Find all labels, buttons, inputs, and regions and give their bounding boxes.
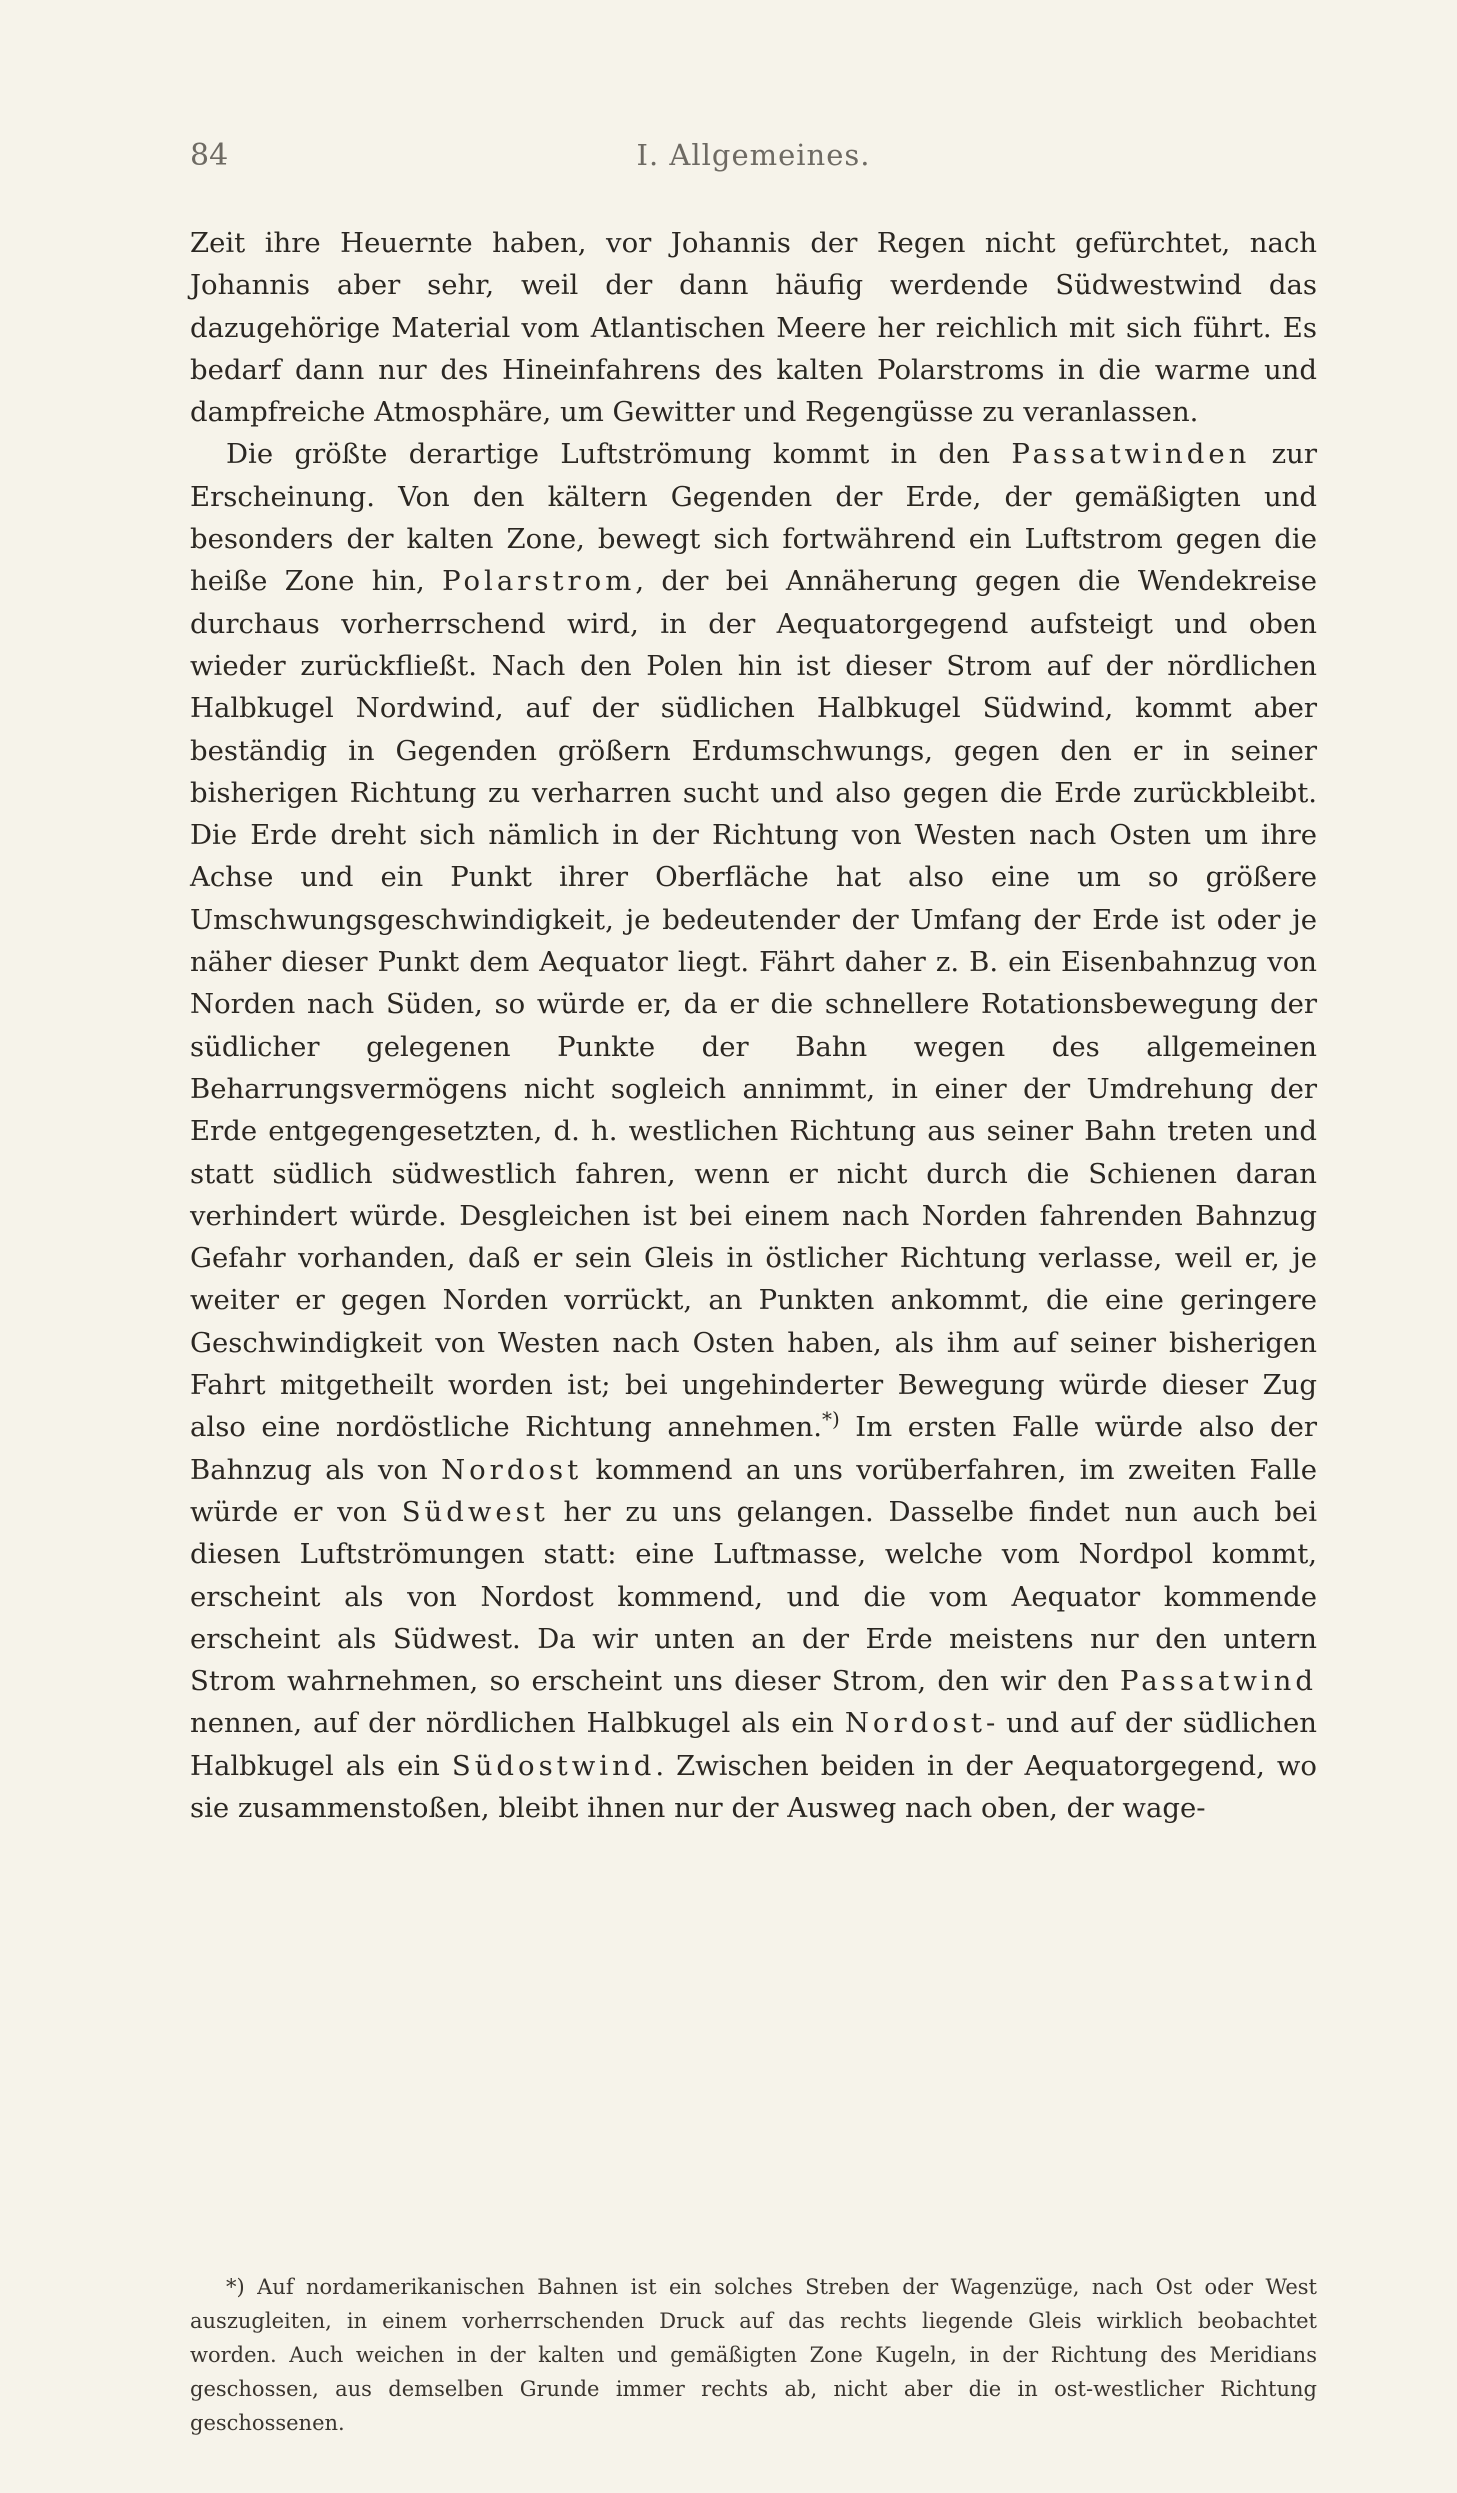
page-number: 84 bbox=[190, 138, 229, 173]
page-header bbox=[190, 138, 1317, 178]
emphasized-term: Polarstrom bbox=[442, 565, 636, 598]
body-text bbox=[190, 222, 1317, 1829]
emphasized-term: Nordost bbox=[844, 1707, 986, 1740]
emphasized-term: Passatwinden bbox=[1011, 438, 1251, 471]
footnote bbox=[190, 2270, 1317, 2440]
text-run: Die größte derartige Luftströmung kommt in den bbox=[226, 438, 1012, 471]
emphasized-term: Südostwind bbox=[451, 1749, 656, 1782]
text-run: . Zwischen beiden in der Aequatorgegend, wo sie zusammenstoßen, bleibt ihnen nur der Ausweg nach oben, der wage- bbox=[190, 1749, 1317, 1824]
text-run: - und auf der südlichen Halbkugel als ein bbox=[190, 1707, 1318, 1782]
emphasized-term: Passatwind bbox=[1120, 1665, 1317, 1698]
emphasized-term: Südwest bbox=[401, 1495, 549, 1528]
text-run: Zeit ihre Heuernte haben, vor Johannis der Regen nicht gefürchtet, nach Johannis aber sehr, weil der dann häufig werdende Südwestwind das dazugehörige Material vom Atlantischen Meere her reichlich mit sich führt. Es bedarf dann nur des Hineinfahrens des kalten Polarstroms in die warme und dampfreiche Atmosphäre, um Gewitter und Regengüsse zu veranlassen. bbox=[190, 227, 1317, 429]
text-run: kommend an uns vorüberfahren, im zweiten Falle würde er von bbox=[190, 1453, 1317, 1528]
paragraph bbox=[190, 433, 1317, 1829]
text-run: her zu uns gelangen. Dasselbe findet nun auch bei diesen Luftströmungen statt: eine Luftmasse, welche vom Nordpol kommt, erscheint als von Nordost kommend, und die vom Aequator kommende erscheint als Südwest. Da wir unten an der Erde meistens nur den untern Strom wahrnehmen, so erscheint uns dieser Strom, den wir den bbox=[190, 1495, 1317, 1698]
text-run: Im ersten Falle würde also der Bahnzug als von bbox=[190, 1411, 1317, 1486]
emphasized-term: Nordost bbox=[441, 1453, 583, 1486]
footnote-text: Auf nordamerikanischen Bahnen ist ein solches Streben der Wagenzüge, nach Ost oder West auszugleiten, in einem vorherrschenden Druck auf das rechts liegende Gleis wirklich beobachtet worden. Auch weichen in der kalten und gemäßigten Zone Kugeln, in der Richtung des Meridians geschossen, aus demselben Grunde immer rechts ab, nicht aber die in ost-westlicher Richtung geschossenen. bbox=[190, 2275, 1317, 2435]
text-run: nennen, auf der nördlichen Halbkugel als ein bbox=[190, 1707, 845, 1740]
paragraph bbox=[190, 222, 1317, 433]
footnote-mark: *) bbox=[226, 2275, 245, 2299]
text-run: zur Erscheinung. Von den kältern Gegenden der Erde, der gemäßigten und besonders der kalten Zone, bewegt sich fortwährend ein Luftstrom gegen die heiße Zone hin, bbox=[190, 438, 1317, 598]
footnote-paragraph bbox=[190, 2270, 1317, 2440]
running-head: I. Allgemeines. bbox=[636, 138, 871, 172]
text-run: , der bei Annäherung gegen die Wendekreise durchaus vorherrschend wird, in der Aequatorgegend aufsteigt und oben wieder zurückfließt. Nach den Polen hin ist dieser Strom auf der nördlichen Halbkugel Nordwind, auf der südlichen Halbkugel Südwind, kommt aber beständig in Gegenden größern Erdumschwungs, gegen den er in seiner bisherigen Richtung zu verharren sucht und also gegen die Erde zurückbleibt. Die Erde dreht sich nämlich in der Richtung von Westen nach Osten um ihre Achse und ein Punkt ihrer Oberfläche hat also eine um so größere Umschwungsgeschwindigkeit, je bedeutender der Umfang der Erde ist oder je näher dieser Punkt dem Aequator liegt. Fährt daher z. B. ein Eisenbahnzug von Norden nach Süden, so würde er, da er die schnellere Rotationsbewegung der südlicher gelegenen Punkte der Bahn wegen des allgemeinen Beharrungsvermögens nicht sogleich annimmt, in einer der Umdrehung der Erde entgegengesetzten, d. h. westlichen Richtung aus seiner Bahn treten und statt südlich südwestlich fahren, wenn er nicht durch die Schienen daran verhindert würde. Desgleichen ist bei einem nach Norden fahrenden Bahnzug Gefahr vorhanden, daß er sein Gleis in östlicher Richtung verlasse, weil er, je weiter er gegen Norden vorrückt, an Punkten ankommt, die eine geringere Geschwindigkeit von Westen nach Osten haben, als ihm auf seiner bisherigen Fahrt mitgetheilt worden ist; bei ungehinderter Bewegung würde dieser Zug also eine nordöstliche Richtung annehmen. bbox=[190, 565, 1317, 1444]
footnote-reference: *) bbox=[821, 1407, 840, 1432]
